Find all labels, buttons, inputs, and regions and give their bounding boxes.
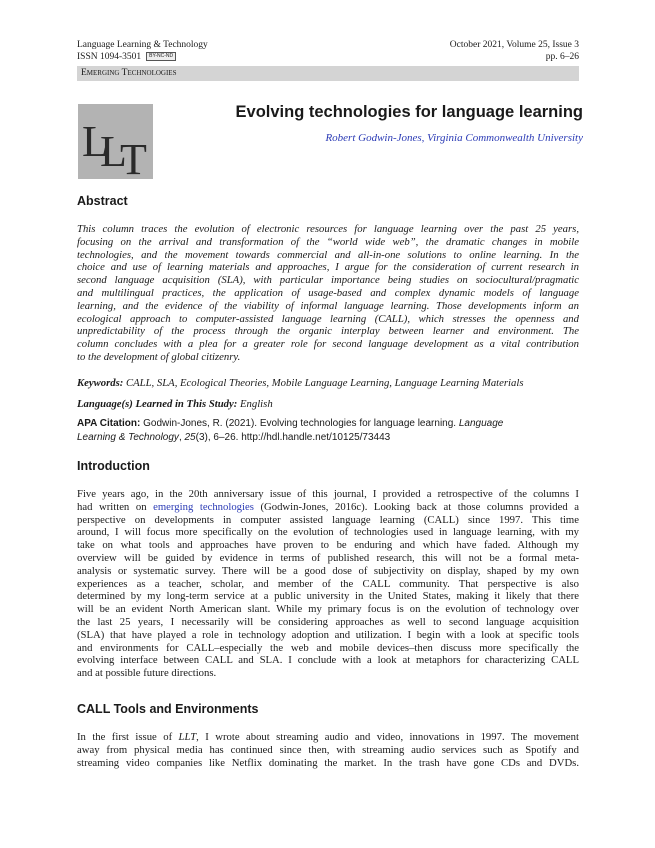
intro-line: evolving interface between CALL and SLA. I conclude with a look at metaphors for characterizing CALL [77,654,579,667]
intro-line: around, I will focus more specifically on the evolution of technologies used in language learning, with my [77,526,579,539]
intro-line: the last 25 years, I necessarily will be considering approaches as well to second language acquisition [77,615,579,628]
intro-line-with-link [77,501,579,514]
call-tools-text-part: In the first issue of [77,731,179,743]
abstract-line: This column traces the evolution of electronic resources for language learning over the past 25 years, [77,223,579,235]
call-tools-line: streaming video companies like Netflix dominating the market. In the trash have gone CDs and DVDs. [77,756,579,769]
issue-info: October 2021, Volume 25, Issue 3 [449,40,579,50]
abstract-line: ecological approach to computer-assisted language learning (CALL), which stresses the openness and [77,312,579,325]
apa-citation [77,417,579,445]
intro-text: had written on [77,500,154,513]
apa-rest[interactable]: (3), 6–26. http://hdl.handle.net/10125/73443 [195,432,391,443]
apa-journal-part1: Language [458,418,504,429]
emerging-technologies-link[interactable]: emerging technologies [153,500,254,513]
abstract-line: choice and use of learning materials and approaches, I argue for the consideration of current research in [77,261,579,274]
call-tools-line [77,731,579,744]
apa-line-1 [77,417,579,431]
intro-line: and environments for CALL–especially the web and mobile devices–then discuss more specifically the [77,641,579,654]
introduction-heading: Introduction [77,459,150,473]
journal-logo [78,104,153,179]
call-tools-text [77,731,579,769]
paper-title: Evolving technologies for language learning [235,103,583,121]
intro-line: overview will be guided by evidence in terms of published research, this will not be a formal meta- [77,551,579,564]
call-tools-text-part: , I wrote about streaming audio and video, innovations in 1997. The movement [196,731,579,743]
journal-name: Language Learning & Technology [77,40,208,50]
abstract-line: learning, and the evidence of the viability of informal language learning. Those developments inform an [77,299,579,312]
keywords-value: CALL, SLA, Ecological Theories, Mobile Language Learning, Language Learning Materials [125,377,524,389]
apa-label: APA Citation: [77,418,141,429]
intro-text: (Godwin-Jones, 2016c). Looking back at those columns provided a [253,500,579,513]
intro-line: analysis or systematic survey. There will be a good dose of subjectivity on display, shaped by my own [77,564,579,577]
llt-italic: LLT [178,731,197,743]
page-range: pp. 6–26 [545,52,579,62]
issn: ISSN 1094-3501 [77,52,142,62]
abstract-line: focusing on the arrival and transformation of the “world wide web”, the dramatic changes in mobile [77,235,579,248]
intro-line: (SLA) that have played a role in technology adoption and utilization. I begin with a look at specific tools [77,628,579,641]
author-line[interactable]: Robert Godwin-Jones, Virginia Commonwealth University [325,132,583,144]
call-tools-line: away from physical media has continued since then, with streaming audio services such as Spotify and [77,743,579,756]
languages-label: Language(s) Learned in This Study: [77,398,238,410]
apa-separator: , [178,432,185,443]
intro-line: and at possible future directions. [77,667,217,680]
apa-journal-part2: Learning & Technology [77,432,179,443]
keywords-line [77,377,579,389]
abstract-line: and multilingual practices, the application of usage-based and complex dynamic models of language [77,286,579,299]
abstract-line: to the development of global citizenry. [77,350,241,363]
logo-letter-l2: L [100,127,127,176]
abstract-text [77,223,579,364]
intro-line: experiences as a teacher, scholar, and member of the CALL community. That perspective is also [77,577,579,590]
logo-letter-t: T [120,135,147,179]
intro-line: Five years ago, in the 20th anniversary issue of this journal, I provided a retrospective of the columns I [77,488,579,500]
apa-line-2 [77,431,579,445]
keywords-label: Keywords: [77,377,124,389]
introduction-text [77,488,579,680]
languages-value: English [240,398,273,410]
issn-line [77,51,176,63]
abstract-line: second language acquisition (SLA), with particular importance being studies on sociocultural/pragmatic [77,274,579,287]
logo-letter-l1: L [82,117,109,166]
abstract-heading: Abstract [77,194,128,208]
intro-line: perspective on developments in computer assisted language learning (CALL) since 1997. This time [77,513,579,526]
apa-text: Godwin-Jones, R. (2021). Evolving technologies for language learning. [143,418,457,429]
abstract-line: technologies, and the movement towards commercial and all-in-one solutions to online learning. In the [77,248,579,261]
cc-license-badge[interactable]: BY-NC-ND [146,52,176,61]
intro-line: determined by my long-term service at a public university in the United States, making it likely that there [77,590,579,603]
call-tools-heading: CALL Tools and Environments [77,702,259,716]
intro-line: take on what tools and approaches have proven to be enduring and which have faded. Although my [77,539,579,552]
apa-volume: 25 [184,432,196,443]
section-label: Emerging Technologies [77,66,579,81]
abstract-line: unpredictability of the process through the organic interplay between learner and environment. The [77,325,579,338]
intro-line: will be an evident North American slant. While my primary focus is on the evolution of technology over [77,603,579,616]
languages-line [77,398,579,410]
abstract-line: column concludes with a plea for a greater role for second language development as a vital contribution [77,338,579,351]
